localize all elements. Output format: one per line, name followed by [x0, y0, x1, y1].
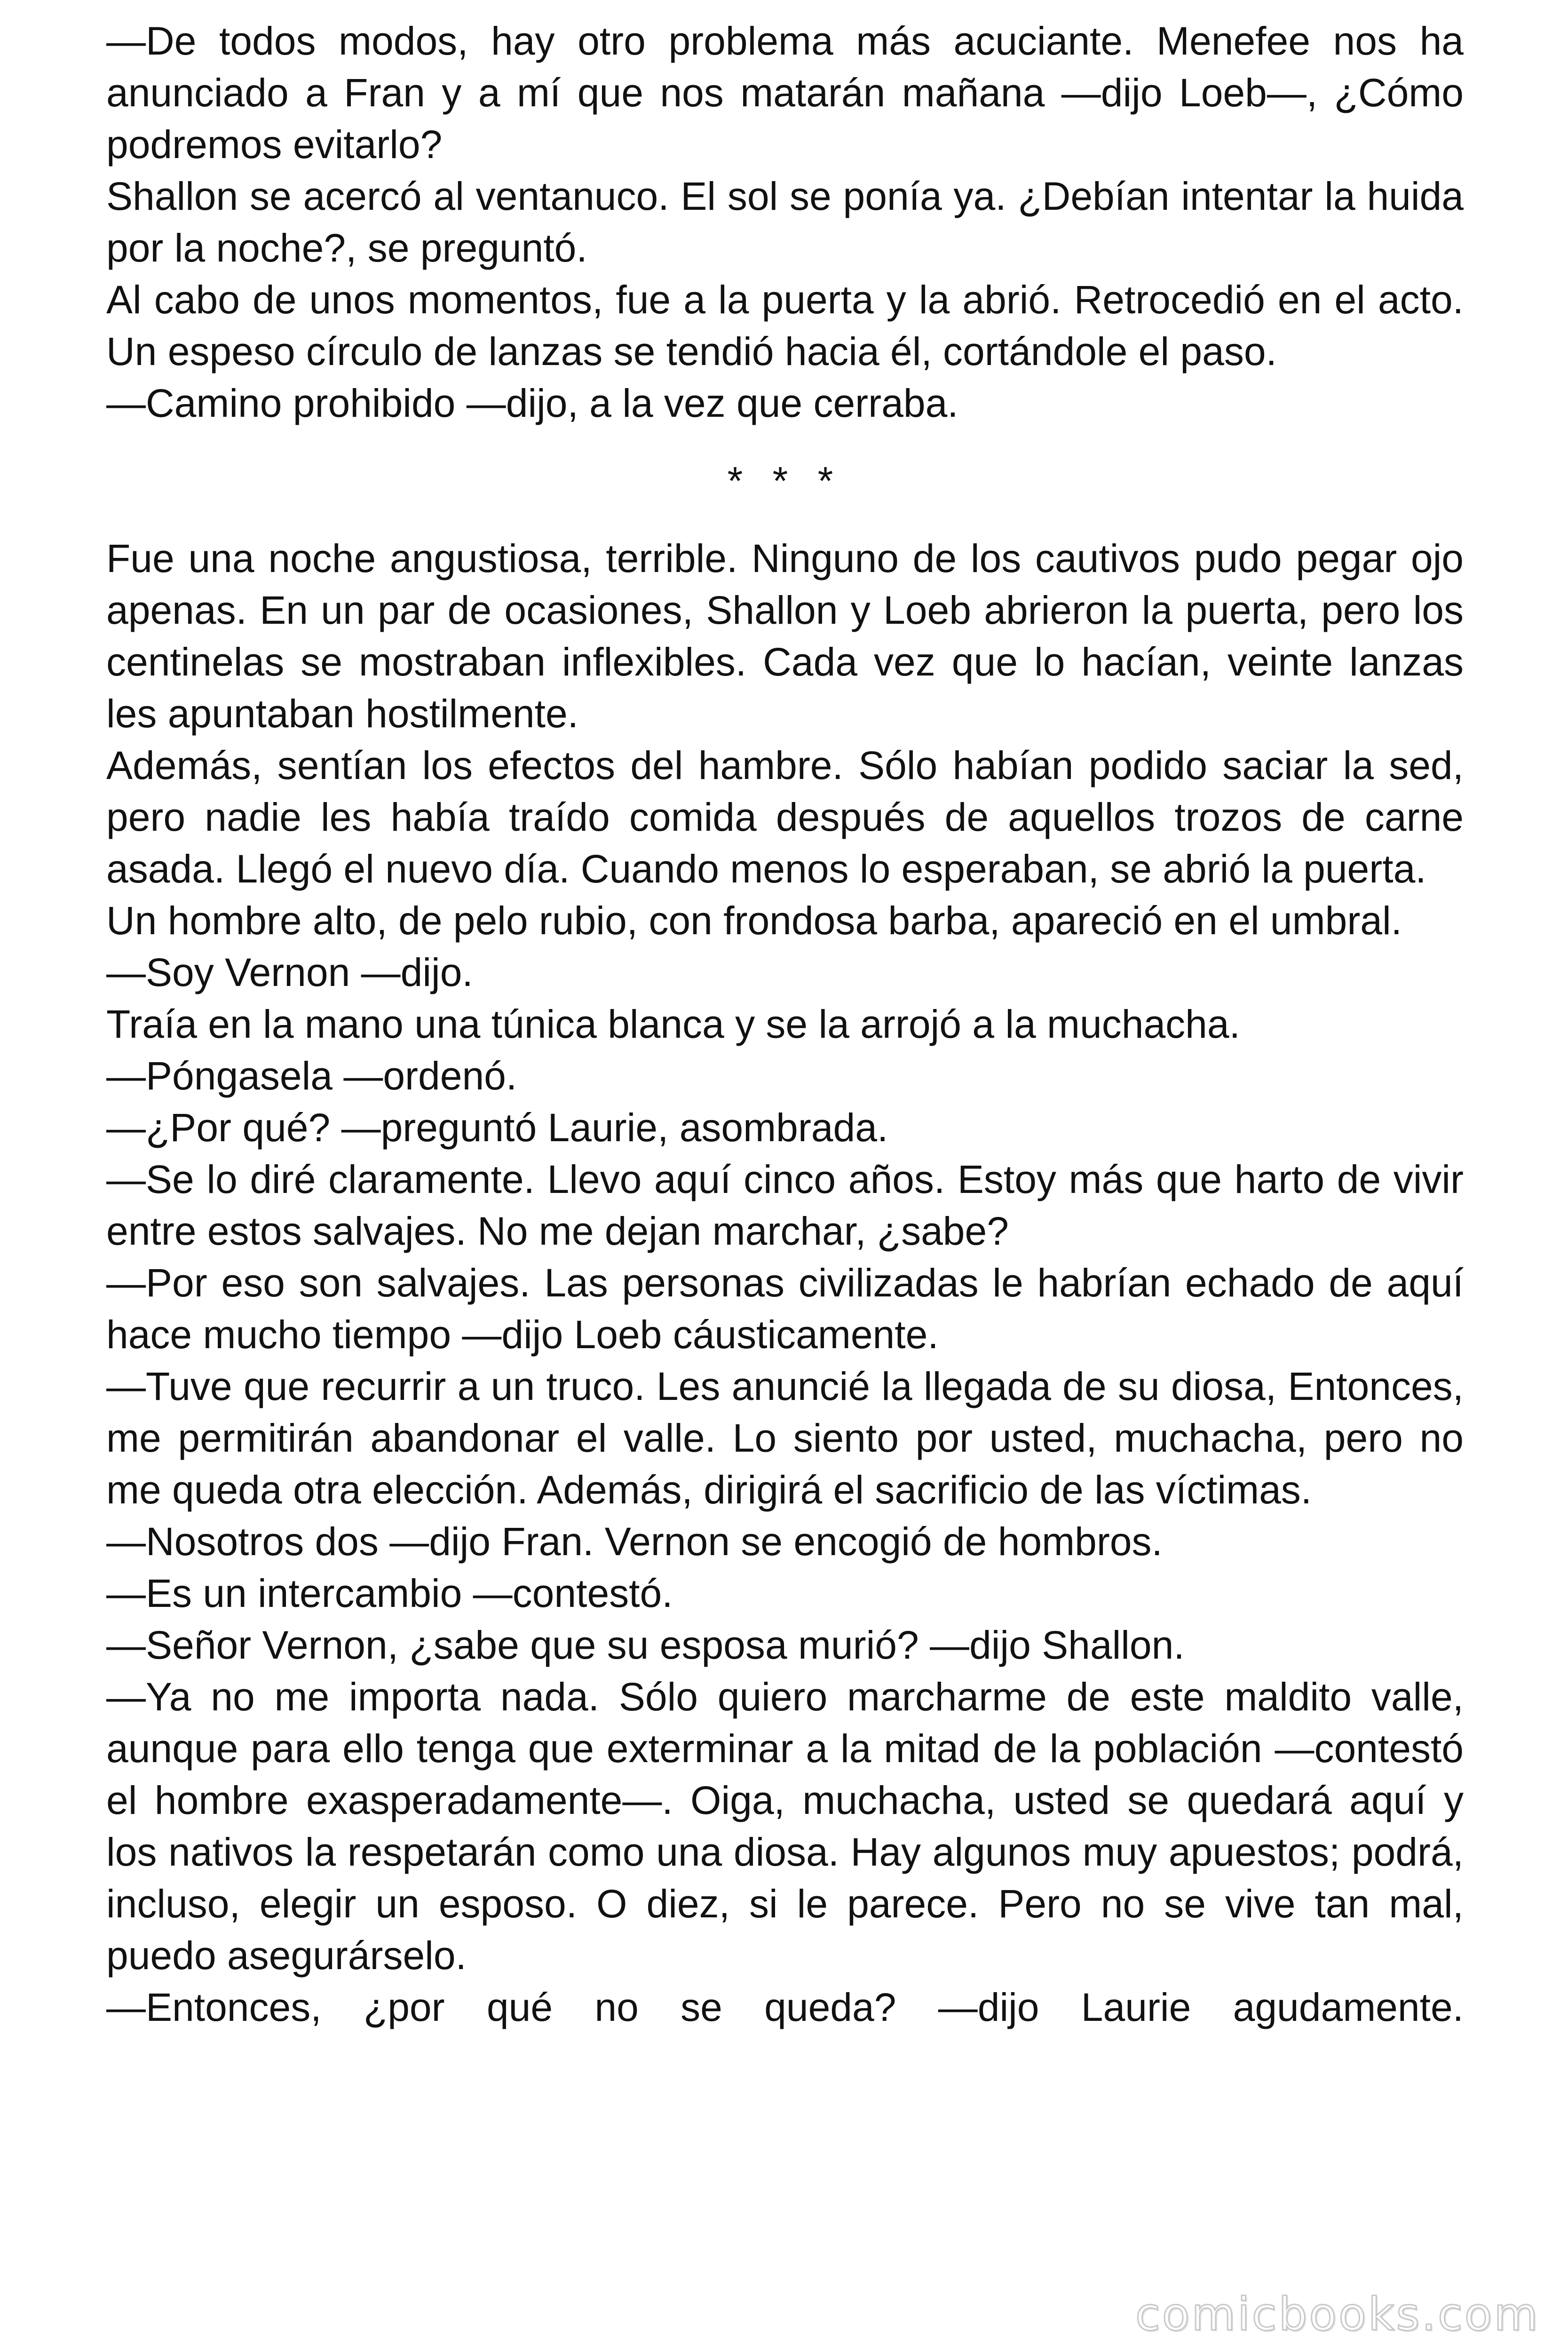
paragraph: Además, sentían los efectos del hambre. Sólo habían podido saciar la sed, pero nadie les había traído comida después de aquellos trozos de carne asada. Llegó el nuevo día. Cuando menos lo esperaban, se abrió la puerta. [106, 743, 1464, 891]
paragraph: Fue una noche angustiosa, terrible. Ninguno de los cautivos pudo pegar ojo apenas. En un par de ocasiones, Shallon y Loeb abrieron la puerta, pero los centinelas se mostraban inflexibles. Cada vez que lo hacían, veinte lanzas les apuntaban hostilmente. [106, 536, 1464, 736]
paragraph: —Se lo diré claramente. Llevo aquí cinco años. Estoy más que harto de vivir entre estos salvajes. No me dejan marchar, ¿sabe? [106, 1157, 1464, 1253]
text-section-1 [106, 15, 1464, 429]
text-section-2 [106, 532, 1464, 2033]
paragraph: —Póngasela —ordenó. [106, 1054, 517, 1098]
section-separator: * * * [727, 459, 843, 503]
paragraph: —Es un intercambio —contestó. [106, 1571, 673, 1615]
paragraph: —¿Por qué? —preguntó Laurie, asombrada. [106, 1105, 888, 1150]
paragraph: Shallon se acercó al ventanuco. El sol se ponía ya. ¿Debían intentar la huida por la noche?, se preguntó. [106, 174, 1464, 270]
paragraph: Al cabo de unos momentos, fue a la puerta y la abrió. Retrocedió en el acto. Un espeso círculo de lanzas se tendió hacia él, cortándole el paso. [106, 278, 1464, 373]
paragraph: —Señor Vernon, ¿sabe que su esposa murió? —dijo Shallon. [106, 1623, 1185, 1667]
paragraph: —Por eso son salvajes. Las personas civilizadas le habrían echado de aquí hace mucho tiempo —dijo Loeb cáusticamente. [106, 1261, 1464, 1357]
watermark-logo: comicbooks.com [1135, 2288, 1540, 2341]
paragraph: —Soy Vernon —dijo. [106, 950, 473, 994]
paragraph: —Entonces, ¿por qué no se queda? —dijo Laurie agudamente. [106, 1985, 1464, 2029]
paragraph: —Tuve que recurrir a un truco. Les anuncié la llegada de su diosa, Entonces, me permitirán abandonar el valle. Lo siento por usted, muchacha, pero no me queda otra elección. Además, dirigirá el sacrificio de las víctimas. [106, 1364, 1464, 1512]
paragraph: —Ya no me importa nada. Sólo quiero marcharme de este maldito valle, aunque para ello tenga que exterminar a la mitad de la población —contestó el hombre exasperadamente—. Oiga, muchacha, usted se quedará aquí y los nativos la respetarán como una diosa. Hay algunos muy apuestos; podrá, incluso, elegir un esposo. O diez, si le parece. Pero no se vive tan mal, puedo asegurárselo. [106, 1675, 1464, 1978]
paragraph: —Camino prohibido —dijo, a la vez que cerraba. [106, 381, 958, 425]
document-page [106, 15, 1464, 2033]
paragraph: —Nosotros dos —dijo Fran. Vernon se encogió de hombros. [106, 1519, 1163, 1564]
paragraph: Un hombre alto, de pelo rubio, con frondosa barba, apareció en el umbral. [106, 898, 1402, 943]
paragraph: Traía en la mano una túnica blanca y se la arrojó a la muchacha. [106, 1002, 1240, 1046]
paragraph: —De todos modos, hay otro problema más acuciante. Menefee nos ha anunciado a Fran y a mí que nos matarán mañana —dijo Loeb—, ¿Cómo podremos evitarlo? [106, 19, 1464, 167]
